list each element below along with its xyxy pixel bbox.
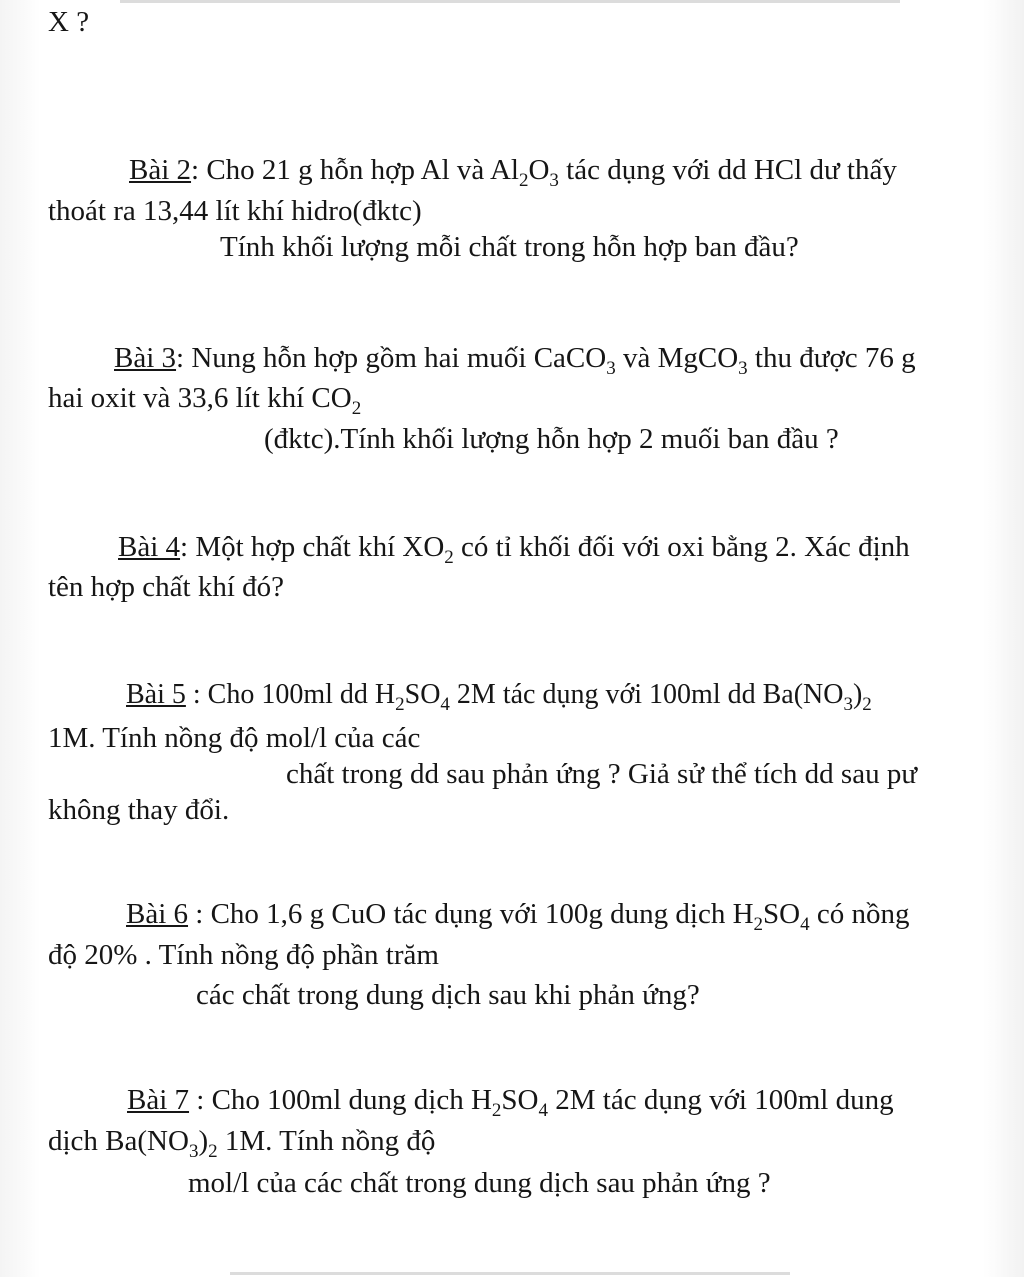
- exercise-line: các chất trong dung dịch sau khi phản ứng?: [196, 979, 700, 1011]
- exercise-line: Bài 3: Nung hỗn hợp gồm hai muối CaCO$_3$ và MgCO$_3$ thu được 76 g: [114, 342, 916, 379]
- exercise-line: Bài 6 : Cho 1,6 g CuO tác dụng với 100g dung dịch $H_2SO_4$ có nồng: [126, 898, 910, 935]
- exercise-label: Bài 7: [127, 1084, 190, 1116]
- exercise-line: (đktc).Tính khối lượng hỗn hợp 2 muối ban đầu ?: [264, 423, 839, 455]
- exercise-line: Bài 7 : Cho 100ml dung dịch $H_2SO_4$ 2M tác dụng với 100ml dung: [127, 1084, 894, 1121]
- exercise-label: Bài 6: [126, 898, 189, 930]
- exercise-line: Bài 4: Một hợp chất khí $XO_2$ có tỉ khối đối với oxi bằng 2. Xác định: [118, 531, 910, 568]
- exercise-label: Bài 4: [118, 531, 181, 563]
- exercise-line: Tính khối lượng mỗi chất trong hỗn hợp ban đầu?: [220, 231, 799, 263]
- exercise-label: Bài 5: [126, 679, 186, 710]
- exercise-line: mol/l của các chất trong dung dịch sau phản ứng ?: [188, 1167, 771, 1199]
- exercise-line: độ 20% . Tính nồng độ phần trăm: [48, 939, 439, 971]
- exercise-label: Bài 2: [129, 154, 192, 186]
- exercise-line: Bài 5 : Cho 100ml dd $H_2SO_4$ 2M tác dụng với 100ml dd $Ba(NO_3)_2$: [126, 679, 872, 715]
- exercise-line: không thay đổi.: [48, 794, 230, 826]
- cropped-text-bottom: [230, 1272, 790, 1275]
- cropped-text-top: [120, 0, 900, 3]
- exercise-line: 1M. Tính nồng độ mol/l của các: [48, 722, 421, 754]
- exercise-label: Bài 3: [114, 342, 177, 374]
- exercise-line: dịch $Ba(NO_3)_2$ 1M. Tính nồng độ: [48, 1125, 436, 1162]
- exercise-line: chất trong dd sau phản ứng ? Giả sử thể tích dd sau pư: [286, 758, 918, 790]
- exercise-line: Bài 2: Cho 21 g hỗn hợp Al và $Al_2O_3$ tác dụng với dd HCl dư thấy: [129, 154, 897, 191]
- exercise-line: tên hợp chất khí đó?: [48, 571, 284, 603]
- top-fragment: X ?: [48, 6, 90, 38]
- exercise-line: thoát ra 13,44 lít khí hidro(đktc): [48, 195, 422, 227]
- exercise-line: hai oxit và 33,6 lít khí $CO_2$: [48, 382, 362, 419]
